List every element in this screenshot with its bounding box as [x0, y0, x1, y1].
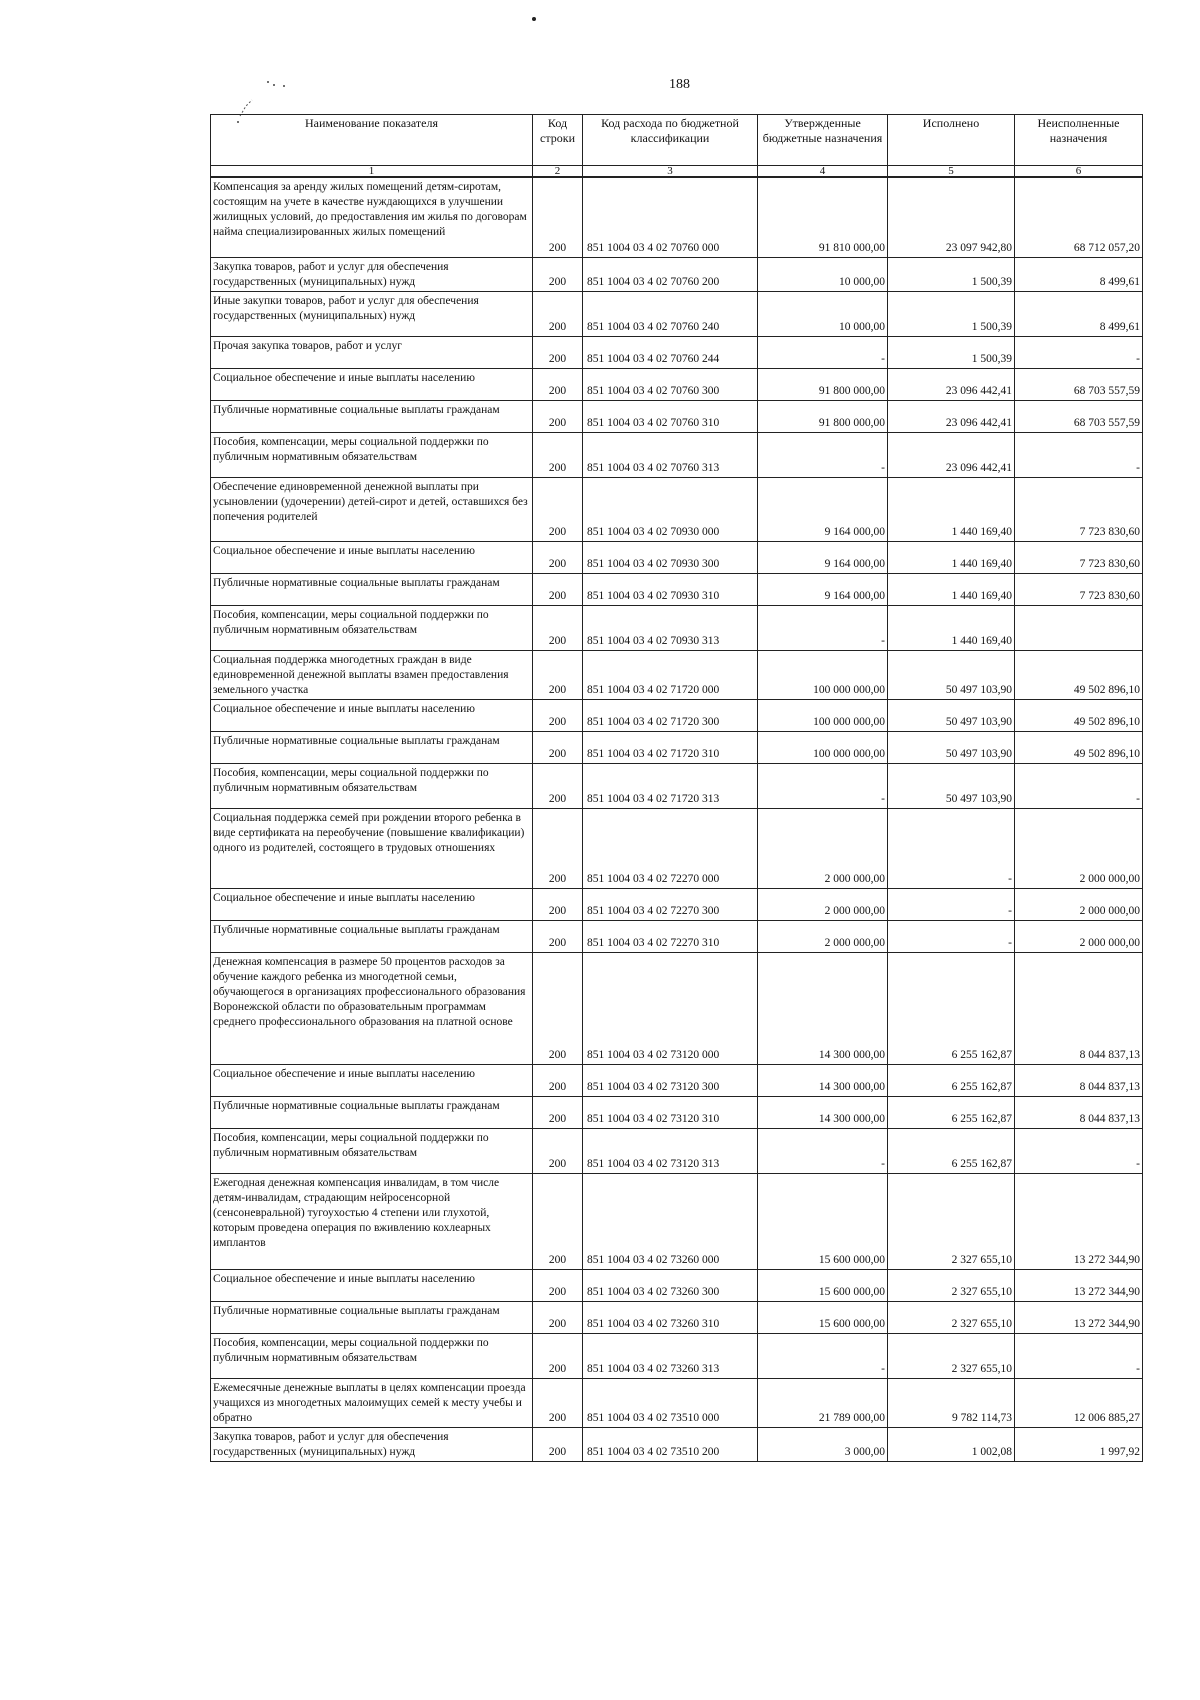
row-approved-cell: 10 000,00	[758, 257, 888, 291]
row-name-cell: Социальное обеспечение и иные выплаты населению	[211, 368, 533, 400]
row-unexecuted-cell	[1015, 605, 1143, 650]
row-executed-cell: -	[888, 808, 1015, 888]
row-executed-cell: -	[888, 888, 1015, 920]
row-executed-cell: 1 440 169,40	[888, 573, 1015, 605]
row-approved-cell: 2 000 000,00	[758, 920, 888, 952]
table-row	[211, 1269, 1143, 1301]
page-number: 188	[669, 77, 690, 92]
table-row	[211, 1301, 1143, 1333]
column-header-unexecuted: Неисполненные назначения	[1015, 115, 1143, 166]
row-code-cell: 200	[533, 1301, 583, 1333]
table-row	[211, 650, 1143, 699]
row-code-cell: 200	[533, 763, 583, 808]
row-unexecuted-cell: 2 000 000,00	[1015, 808, 1143, 888]
row-classification-cell: 851 1004 03 4 02 71720 310	[583, 731, 758, 763]
column-header-name: Наименование показателя	[211, 115, 533, 166]
row-classification-cell: 851 1004 03 4 02 73120 300	[583, 1064, 758, 1096]
row-name-cell: Пособия, компенсации, меры социальной поддержки по публичным нормативным обязательствам	[211, 605, 533, 650]
row-name-cell: Компенсация за аренду жилых помещений детям-сиротам, состоящим на учете в качестве нуждающихся в улучшении жилищных условий, до предоставления им жилья по договорам найма специализированных жилых помещений	[211, 177, 533, 257]
table-row	[211, 573, 1143, 605]
column-number: 6	[1015, 166, 1143, 178]
column-number: 3	[583, 166, 758, 178]
row-code-cell: 200	[533, 920, 583, 952]
table-row	[211, 1064, 1143, 1096]
row-executed-cell: 1 500,39	[888, 257, 1015, 291]
row-code-cell: 200	[533, 541, 583, 573]
row-classification-cell: 851 1004 03 4 02 71720 300	[583, 699, 758, 731]
row-executed-cell: 6 255 162,87	[888, 1064, 1015, 1096]
table-row	[211, 1333, 1143, 1378]
row-unexecuted-cell: -	[1015, 336, 1143, 368]
row-approved-cell: 100 000 000,00	[758, 699, 888, 731]
row-code-cell: 200	[533, 650, 583, 699]
table-row	[211, 257, 1143, 291]
table-row	[211, 177, 1143, 257]
row-executed-cell: 9 782 114,73	[888, 1378, 1015, 1427]
row-approved-cell: 91 800 000,00	[758, 400, 888, 432]
row-code-cell: 200	[533, 1096, 583, 1128]
row-classification-cell: 851 1004 03 4 02 70930 000	[583, 477, 758, 541]
table-row	[211, 291, 1143, 336]
row-classification-cell: 851 1004 03 4 02 72270 310	[583, 920, 758, 952]
table-row	[211, 477, 1143, 541]
row-approved-cell: 10 000,00	[758, 291, 888, 336]
row-executed-cell: -	[888, 920, 1015, 952]
row-approved-cell: -	[758, 336, 888, 368]
row-unexecuted-cell: 13 272 344,90	[1015, 1301, 1143, 1333]
row-executed-cell: 1 002,08	[888, 1427, 1015, 1461]
row-name-cell: Пособия, компенсации, меры социальной поддержки по публичным нормативным обязательствам	[211, 1333, 533, 1378]
row-unexecuted-cell: -	[1015, 1333, 1143, 1378]
row-unexecuted-cell: 7 723 830,60	[1015, 573, 1143, 605]
row-name-cell: Публичные нормативные социальные выплаты гражданам	[211, 920, 533, 952]
row-approved-cell: 100 000 000,00	[758, 731, 888, 763]
table-row	[211, 1427, 1143, 1461]
row-code-cell: 200	[533, 699, 583, 731]
row-name-cell: Социальное обеспечение и иные выплаты населению	[211, 541, 533, 573]
row-executed-cell: 2 327 655,10	[888, 1333, 1015, 1378]
row-name-cell: Закупка товаров, работ и услуг для обеспечения государственных (муниципальных) нужд	[211, 257, 533, 291]
row-classification-cell: 851 1004 03 4 02 73260 313	[583, 1333, 758, 1378]
row-name-cell: Пособия, компенсации, меры социальной поддержки по публичным нормативным обязательствам	[211, 432, 533, 477]
table-row	[211, 1378, 1143, 1427]
column-number: 2	[533, 166, 583, 178]
row-code-cell: 200	[533, 1269, 583, 1301]
row-name-cell: Денежная компенсация в размере 50 процентов расходов за обучение каждого ребенка из многодетной семьи, обучающегося в организациях профессионального образования Воронежской области по образовательным программам среднего профессионального образования на платной основе	[211, 952, 533, 1064]
row-classification-cell: 851 1004 03 4 02 70760 200	[583, 257, 758, 291]
row-classification-cell: 851 1004 03 4 02 73260 300	[583, 1269, 758, 1301]
row-classification-cell: 851 1004 03 4 02 73510 000	[583, 1378, 758, 1427]
row-approved-cell: 91 810 000,00	[758, 177, 888, 257]
table-row	[211, 888, 1143, 920]
row-unexecuted-cell: 68 712 057,20	[1015, 177, 1143, 257]
row-code-cell: 200	[533, 477, 583, 541]
row-executed-cell: 23 096 442,41	[888, 400, 1015, 432]
column-number: 1	[211, 166, 533, 178]
row-name-cell: Социальная поддержка семей при рождении второго ребенка в виде сертификата на переобучение (повышение квалификации) одного из родителей, состоящего в трудовых отношениях	[211, 808, 533, 888]
table-row	[211, 1128, 1143, 1173]
row-name-cell: Публичные нормативные социальные выплаты гражданам	[211, 573, 533, 605]
row-code-cell: 200	[533, 400, 583, 432]
row-unexecuted-cell: -	[1015, 1128, 1143, 1173]
table-row	[211, 368, 1143, 400]
row-unexecuted-cell: 13 272 344,90	[1015, 1173, 1143, 1269]
row-classification-cell: 851 1004 03 4 02 70760 240	[583, 291, 758, 336]
row-executed-cell: 50 497 103,90	[888, 763, 1015, 808]
row-classification-cell: 851 1004 03 4 02 71720 000	[583, 650, 758, 699]
row-executed-cell: 2 327 655,10	[888, 1269, 1015, 1301]
row-name-cell: Иные закупки товаров, работ и услуг для обеспечения государственных (муниципальных) нужд	[211, 291, 533, 336]
table-row	[211, 952, 1143, 1064]
row-executed-cell: 50 497 103,90	[888, 731, 1015, 763]
row-classification-cell: 851 1004 03 4 02 70760 313	[583, 432, 758, 477]
row-code-cell: 200	[533, 177, 583, 257]
row-code-cell: 200	[533, 432, 583, 477]
row-executed-cell: 6 255 162,87	[888, 952, 1015, 1064]
row-name-cell: Прочая закупка товаров, работ и услуг	[211, 336, 533, 368]
table-row	[211, 432, 1143, 477]
row-unexecuted-cell: 12 006 885,27	[1015, 1378, 1143, 1427]
row-code-cell: 200	[533, 952, 583, 1064]
row-executed-cell: 1 440 169,40	[888, 477, 1015, 541]
row-classification-cell: 851 1004 03 4 02 70760 300	[583, 368, 758, 400]
row-unexecuted-cell: 8 044 837,13	[1015, 952, 1143, 1064]
row-unexecuted-cell: 68 703 557,59	[1015, 368, 1143, 400]
column-number: 4	[758, 166, 888, 178]
row-unexecuted-cell: 2 000 000,00	[1015, 888, 1143, 920]
row-unexecuted-cell: 8 499,61	[1015, 291, 1143, 336]
row-code-cell: 200	[533, 336, 583, 368]
row-classification-cell: 851 1004 03 4 02 73120 313	[583, 1128, 758, 1173]
table-row	[211, 1096, 1143, 1128]
column-header-classification: Код расхода по бюджетной классификации	[583, 115, 758, 166]
row-unexecuted-cell: -	[1015, 763, 1143, 808]
row-name-cell: Ежегодная денежная компенсация инвалидам, в том числе детям-инвалидам, страдающим нейросенсорной (сенсоневральной) тугоухостью 4 степени или глухотой, которым проведена операция по вживлению кохлеарных имплантов	[211, 1173, 533, 1269]
row-name-cell: Публичные нормативные социальные выплаты гражданам	[211, 1301, 533, 1333]
row-approved-cell: 15 600 000,00	[758, 1173, 888, 1269]
row-approved-cell: 9 164 000,00	[758, 573, 888, 605]
row-unexecuted-cell: 49 502 896,10	[1015, 731, 1143, 763]
row-executed-cell: 23 096 442,41	[888, 368, 1015, 400]
row-name-cell: Публичные нормативные социальные выплаты гражданам	[211, 400, 533, 432]
table-row	[211, 336, 1143, 368]
row-executed-cell: 23 097 942,80	[888, 177, 1015, 257]
row-approved-cell: 2 000 000,00	[758, 808, 888, 888]
row-code-cell: 200	[533, 291, 583, 336]
row-classification-cell: 851 1004 03 4 02 73120 000	[583, 952, 758, 1064]
table-row	[211, 1173, 1143, 1269]
row-code-cell: 200	[533, 1128, 583, 1173]
row-approved-cell: 15 600 000,00	[758, 1269, 888, 1301]
row-approved-cell: 9 164 000,00	[758, 541, 888, 573]
row-executed-cell: 1 500,39	[888, 336, 1015, 368]
row-code-cell: 200	[533, 1173, 583, 1269]
row-approved-cell: 21 789 000,00	[758, 1378, 888, 1427]
table-header-row	[211, 115, 1143, 166]
row-executed-cell: 2 327 655,10	[888, 1301, 1015, 1333]
row-unexecuted-cell: 8 044 837,13	[1015, 1096, 1143, 1128]
row-code-cell: 200	[533, 731, 583, 763]
row-name-cell: Ежемесячные денежные выплаты в целях компенсации проезда учащихся из многодетных малоимущих семей к месту учебы и обратно	[211, 1378, 533, 1427]
row-name-cell: Социальная поддержка многодетных граждан в виде единовременной денежной выплаты взамен предоставления земельного участка	[211, 650, 533, 699]
row-classification-cell: 851 1004 03 4 02 72270 000	[583, 808, 758, 888]
row-classification-cell: 851 1004 03 4 02 70760 310	[583, 400, 758, 432]
row-code-cell: 200	[533, 1064, 583, 1096]
row-classification-cell: 851 1004 03 4 02 73260 310	[583, 1301, 758, 1333]
row-code-cell: 200	[533, 1378, 583, 1427]
row-unexecuted-cell: 2 000 000,00	[1015, 920, 1143, 952]
row-code-cell: 200	[533, 808, 583, 888]
row-approved-cell: -	[758, 763, 888, 808]
row-code-cell: 200	[533, 1333, 583, 1378]
row-approved-cell: 100 000 000,00	[758, 650, 888, 699]
row-approved-cell: 3 000,00	[758, 1427, 888, 1461]
row-unexecuted-cell: 8 499,61	[1015, 257, 1143, 291]
column-header-executed: Исполнено	[888, 115, 1015, 166]
row-executed-cell: 6 255 162,87	[888, 1128, 1015, 1173]
table-row	[211, 920, 1143, 952]
column-header-approved: Утвержденные бюджетные назначения	[758, 115, 888, 166]
row-name-cell: Пособия, компенсации, меры социальной поддержки по публичным нормативным обязательствам	[211, 1128, 533, 1173]
row-executed-cell: 6 255 162,87	[888, 1096, 1015, 1128]
row-classification-cell: 851 1004 03 4 02 71720 313	[583, 763, 758, 808]
column-number: 5	[888, 166, 1015, 178]
row-approved-cell: 14 300 000,00	[758, 1096, 888, 1128]
row-unexecuted-cell: 1 997,92	[1015, 1427, 1143, 1461]
row-name-cell: Социальное обеспечение и иные выплаты населению	[211, 1064, 533, 1096]
row-unexecuted-cell: 7 723 830,60	[1015, 541, 1143, 573]
row-classification-cell: 851 1004 03 4 02 70760 244	[583, 336, 758, 368]
row-approved-cell: -	[758, 1128, 888, 1173]
table-row	[211, 763, 1143, 808]
row-approved-cell: 14 300 000,00	[758, 1064, 888, 1096]
row-unexecuted-cell: 7 723 830,60	[1015, 477, 1143, 541]
table-row	[211, 731, 1143, 763]
row-code-cell: 200	[533, 1427, 583, 1461]
row-name-cell: Публичные нормативные социальные выплаты гражданам	[211, 1096, 533, 1128]
row-executed-cell: 1 440 169,40	[888, 541, 1015, 573]
row-name-cell: Социальное обеспечение и иные выплаты населению	[211, 699, 533, 731]
row-unexecuted-cell: 13 272 344,90	[1015, 1269, 1143, 1301]
row-name-cell: Социальное обеспечение и иные выплаты населению	[211, 1269, 533, 1301]
row-classification-cell: 851 1004 03 4 02 70930 300	[583, 541, 758, 573]
row-classification-cell: 851 1004 03 4 02 73260 000	[583, 1173, 758, 1269]
column-header-code: Код строки	[533, 115, 583, 166]
table-row	[211, 605, 1143, 650]
row-classification-cell: 851 1004 03 4 02 73120 310	[583, 1096, 758, 1128]
row-name-cell: Закупка товаров, работ и услуг для обеспечения государственных (муниципальных) нужд	[211, 1427, 533, 1461]
row-name-cell: Пособия, компенсации, меры социальной поддержки по публичным нормативным обязательствам	[211, 763, 533, 808]
row-executed-cell: 1 500,39	[888, 291, 1015, 336]
row-approved-cell: 2 000 000,00	[758, 888, 888, 920]
scan-speck	[532, 17, 536, 21]
row-unexecuted-cell: 49 502 896,10	[1015, 699, 1143, 731]
row-name-cell: Обеспечение единовременной денежной выплаты при усыновлении (удочерении) детей-сирот и детей, оставшихся без попечения родителей	[211, 477, 533, 541]
row-executed-cell: 2 327 655,10	[888, 1173, 1015, 1269]
row-approved-cell: -	[758, 1333, 888, 1378]
column-number-row	[211, 166, 1143, 178]
row-code-cell: 200	[533, 573, 583, 605]
row-classification-cell: 851 1004 03 4 02 70760 000	[583, 177, 758, 257]
row-name-cell: Публичные нормативные социальные выплаты гражданам	[211, 731, 533, 763]
row-executed-cell: 1 440 169,40	[888, 605, 1015, 650]
row-name-cell: Социальное обеспечение и иные выплаты населению	[211, 888, 533, 920]
row-unexecuted-cell: 49 502 896,10	[1015, 650, 1143, 699]
row-approved-cell: 9 164 000,00	[758, 477, 888, 541]
row-approved-cell: 15 600 000,00	[758, 1301, 888, 1333]
row-classification-cell: 851 1004 03 4 02 73510 200	[583, 1427, 758, 1461]
row-code-cell: 200	[533, 368, 583, 400]
budget-execution-table	[210, 114, 1143, 1462]
row-executed-cell: 23 096 442,41	[888, 432, 1015, 477]
table-row	[211, 808, 1143, 888]
row-classification-cell: 851 1004 03 4 02 70930 310	[583, 573, 758, 605]
row-code-cell: 200	[533, 605, 583, 650]
row-classification-cell: 851 1004 03 4 02 70930 313	[583, 605, 758, 650]
row-classification-cell: 851 1004 03 4 02 72270 300	[583, 888, 758, 920]
table-row	[211, 699, 1143, 731]
row-approved-cell: 91 800 000,00	[758, 368, 888, 400]
row-unexecuted-cell: 8 044 837,13	[1015, 1064, 1143, 1096]
row-code-cell: 200	[533, 888, 583, 920]
row-approved-cell: -	[758, 605, 888, 650]
row-approved-cell: -	[758, 432, 888, 477]
row-unexecuted-cell: -	[1015, 432, 1143, 477]
row-unexecuted-cell: 68 703 557,59	[1015, 400, 1143, 432]
row-code-cell: 200	[533, 257, 583, 291]
table-row	[211, 400, 1143, 432]
row-approved-cell: 14 300 000,00	[758, 952, 888, 1064]
row-executed-cell: 50 497 103,90	[888, 699, 1015, 731]
row-executed-cell: 50 497 103,90	[888, 650, 1015, 699]
table-row	[211, 541, 1143, 573]
